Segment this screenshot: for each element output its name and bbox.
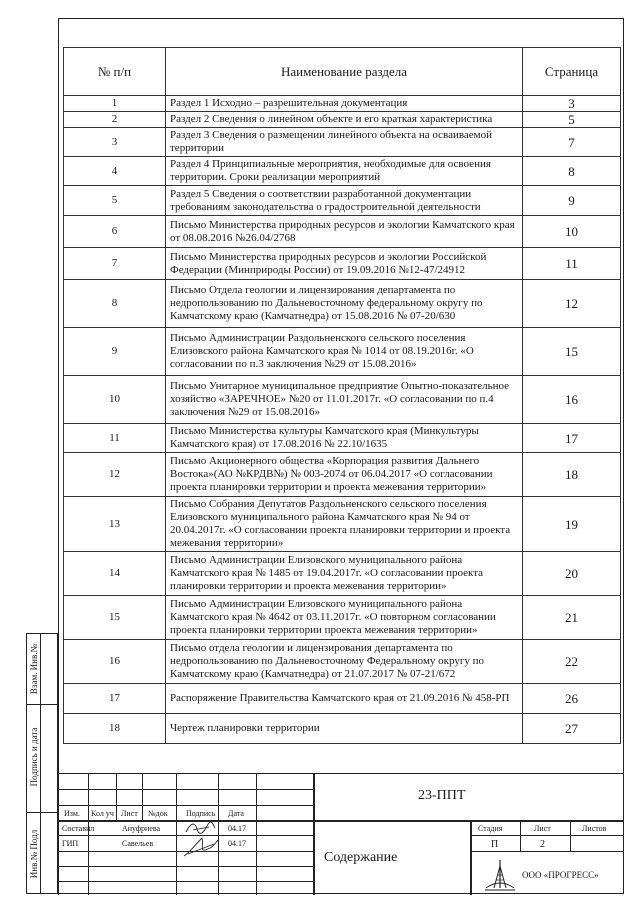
col-izm: Изм. [64, 809, 80, 818]
row-num: 5 [64, 186, 166, 216]
row-title: Распоряжение Правительства Камчатского края от 21.09.2016 № 458-РП [166, 684, 523, 714]
row-title: Письмо Отдела геологии и лицензирования департамента по недропользованию по Дальневосточному федеральному округу по Камчатскому краю (Камчатнедра) от 15.08.2016 № 07-20/630 [166, 280, 523, 328]
row-num: 15 [64, 596, 166, 640]
row-role-1: Составил [62, 824, 95, 833]
row-title: Письмо Администрации Елизовского муниципального района Камчатского края № 4642 от 03.11.2017г. «О повторном согласовании проекта планировки территории проекта межевания территории» [166, 596, 523, 640]
row-title: Письмо Администрации Елизовского муниципального района Камчатского края № 1485 от 19.04.2017г. «О согласовании проекта планировки территории и проекта межевания территории» [166, 552, 523, 596]
table-row [64, 248, 621, 280]
table-row [64, 376, 621, 424]
row-date-2: 04.17 [228, 839, 246, 848]
row-page: 7 [523, 128, 621, 157]
row-page: 16 [523, 376, 621, 424]
stadia-label: Стадия [478, 824, 503, 833]
row-title: Письмо отдела геологии и лицензирования департамента по недропользованию по Дальневосточному Федеральному округу по Камчатскому краю (Камчатнедра) от 21.07.2017 № 07-21/672 [166, 640, 523, 684]
side-label-inv: Инв.№ Подл [29, 829, 39, 879]
row-num: 2 [64, 112, 166, 128]
row-num: 14 [64, 552, 166, 596]
sheet-title: Содержание [324, 850, 398, 865]
table-row [64, 552, 621, 596]
side-stamp [26, 633, 58, 894]
table-row [64, 424, 621, 453]
row-page: 10 [523, 216, 621, 248]
table-row [64, 453, 621, 497]
contents-table [63, 47, 621, 744]
table-row [64, 128, 621, 157]
row-title: Раздел 3 Сведения о размещении линейного объекта на осваиваемой территории [166, 128, 523, 157]
row-page: 12 [523, 280, 621, 328]
row-title: Раздел 5 Сведения о соответствии разработанной документации требованиям законодательства о градостроительной деятельности [166, 186, 523, 216]
title-block [58, 773, 624, 894]
row-num: 9 [64, 328, 166, 376]
header-num: № п/п [64, 48, 166, 96]
row-title: Письмо Министерства природных ресурсов и экологии Российской Федерации (Минприроды России) от 19.09.2016 №12-47/24912 [166, 248, 523, 280]
document-code: 23-ППТ [418, 788, 466, 803]
row-page: 15 [523, 328, 621, 376]
header-title: Наименование раздела [166, 48, 523, 96]
row-role-2: ГИП [62, 839, 79, 848]
row-page: 19 [523, 497, 621, 552]
table-row [64, 112, 621, 128]
listov-label: Листов [582, 824, 607, 833]
list-label: Лист [534, 824, 551, 833]
row-title: Письмо Министерства природных ресурсов и экологии Камчатского края от 08.08.2016 №26.04/2768 [166, 216, 523, 248]
side-label-podpis: Подпись и дата [29, 727, 39, 787]
col-kol: Кол уч [91, 809, 114, 818]
row-num: 17 [64, 684, 166, 714]
row-title: Письмо Унитарное муниципальное предприятие Опытно-показательное хозяйство «ЗАРЕЧНОЕ» №20 от 11.01.2017г. «О согласовании по п.4 заключения №29 от 15.08.2016» [166, 376, 523, 424]
row-num: 11 [64, 424, 166, 453]
row-page: 9 [523, 186, 621, 216]
side-label-vzam: Взам. Инв.№ [29, 643, 39, 695]
list-value: 2 [540, 839, 545, 850]
row-title: Раздел 1 Исходно – разрешительная документация [166, 96, 523, 112]
table-row [64, 640, 621, 684]
row-num: 3 [64, 128, 166, 157]
row-title: Раздел 2 Сведения о линейном объекте и его краткая характеристика [166, 112, 523, 128]
row-num: 18 [64, 714, 166, 744]
table-row [64, 280, 621, 328]
table-row [64, 157, 621, 186]
table-row [64, 714, 621, 744]
company-logo-icon [483, 858, 517, 892]
row-page: 11 [523, 248, 621, 280]
row-page: 8 [523, 157, 621, 186]
row-page: 3 [523, 96, 621, 112]
stadia-value: П [491, 839, 499, 850]
row-page: 26 [523, 684, 621, 714]
row-title: Раздел 4 Принципиальные мероприятия, необходимые для освоения территории. Сроки реализации мероприятий [166, 157, 523, 186]
signature-2-icon [180, 834, 220, 862]
row-num: 4 [64, 157, 166, 186]
row-page: 22 [523, 640, 621, 684]
table-row [64, 186, 621, 216]
table-row [64, 596, 621, 640]
row-num: 6 [64, 216, 166, 248]
row-num: 12 [64, 453, 166, 497]
col-data: Дата [228, 809, 244, 818]
table-row [64, 96, 621, 112]
row-num: 7 [64, 248, 166, 280]
table-row [64, 684, 621, 714]
row-name-2: Савельев [122, 839, 154, 848]
row-page: 20 [523, 552, 621, 596]
row-num: 8 [64, 280, 166, 328]
row-title: Письмо Министерства культуры Камчатского края (Минкультуры Камчатского края) от 17.08.2016 № 22.10/1635 [166, 424, 523, 453]
row-title: Письмо Акционерного общества «Корпорация развития Дальнего Востока»(АО №КРДВ№) № 003-2074 от 06.04.2017 «О согласовании проекта планировки территории и проекта межевания территории» [166, 453, 523, 497]
row-num: 1 [64, 96, 166, 112]
header-page: Страница [523, 48, 621, 96]
row-num: 13 [64, 497, 166, 552]
row-page: 17 [523, 424, 621, 453]
row-num: 10 [64, 376, 166, 424]
table-row [64, 216, 621, 248]
table-row [64, 328, 621, 376]
col-list: Лист [121, 809, 138, 818]
row-date-1: 04.17 [228, 824, 246, 833]
table-header-row [64, 48, 621, 96]
row-title: Письмо Собрания Депутатов Раздольненского сельского поселения Елизовского муниципального района Камчатского края № 94 от 20.04.2017г. «О согласовании проекта планировки территории и проекта межевания территории» [166, 497, 523, 552]
row-name-1: Ануфриева [122, 824, 161, 833]
table-row [64, 497, 621, 552]
row-page: 18 [523, 453, 621, 497]
row-page: 21 [523, 596, 621, 640]
row-page: 5 [523, 112, 621, 128]
organization-name: ООО «ПРОГРЕСС» [522, 870, 599, 880]
col-ndok: №док [148, 809, 168, 818]
row-title: Чертеж планировки территории [166, 714, 523, 744]
row-num: 16 [64, 640, 166, 684]
col-podpis: Подпись [186, 809, 216, 818]
row-page: 27 [523, 714, 621, 744]
row-title: Письмо Администрации Раздольненского сельского поселения Елизовского района Камчатского края № 1014 от 08.19.2016г. «О согласовании по п.3 заключения №29 от 15.08.2016» [166, 328, 523, 376]
